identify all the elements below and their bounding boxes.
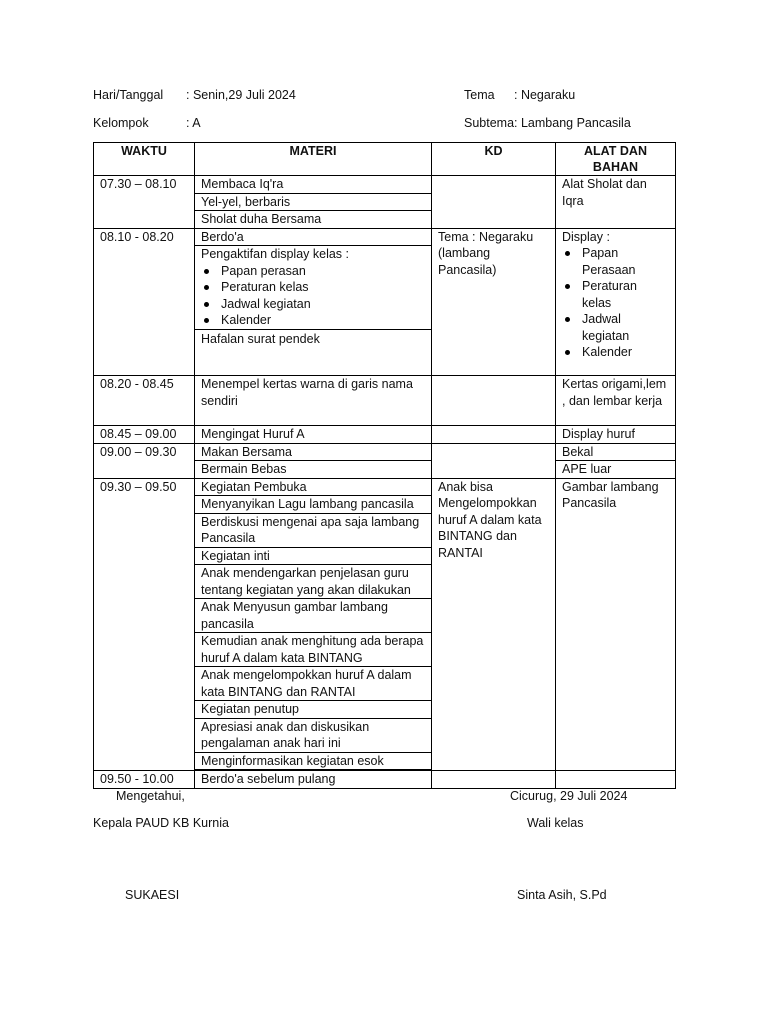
schedule-table xyxy=(93,142,676,789)
waktu-cell: 07.30 – 08.10 xyxy=(94,176,195,229)
list-item: Jadwal kegiatan xyxy=(562,311,669,344)
list-item: Peraturan kelas xyxy=(562,278,669,311)
kegiatan-pembuka-title: Kegiatan Pembuka xyxy=(195,478,432,496)
list-item: Papan perasan xyxy=(201,263,425,280)
materi-cell: Apresiasi anak dan diskusikan pengalaman anak hari ini xyxy=(195,718,432,752)
kd-cell xyxy=(432,426,556,444)
materi-cell: Makan Bersama xyxy=(195,443,432,461)
tema-value: : Negaraku xyxy=(514,88,576,102)
signatory-right: Sinta Asih, S.Pd xyxy=(517,888,607,902)
alat-cell: APE luar xyxy=(556,461,676,479)
kegiatan-penutup-title: Kegiatan penutup xyxy=(195,701,432,719)
kd-cell xyxy=(432,771,556,789)
table-row xyxy=(94,478,676,496)
tema-label: Tema xyxy=(464,88,495,102)
materi-cell: Kemudian anak menghitung ada berapa huruf A dalam kata BINTANG xyxy=(195,633,432,667)
waktu-cell: 08.10 - 08.20 xyxy=(94,228,195,376)
display-kelas-title: Pengaktifan display kelas : xyxy=(201,247,350,261)
alat-display-list xyxy=(562,245,669,361)
list-item: Kalender xyxy=(201,312,425,329)
table-row xyxy=(94,376,676,426)
materi-cell xyxy=(195,246,432,330)
hari-tanggal-label: Hari/Tanggal xyxy=(93,88,164,102)
kd-cell xyxy=(432,176,556,229)
header-kd: KD xyxy=(432,143,556,176)
wali-kelas-label: Wali kelas xyxy=(527,816,584,830)
waktu-cell: 08.20 - 08.45 xyxy=(94,376,195,426)
table-row xyxy=(94,176,676,194)
list-item: Jadwal kegiatan xyxy=(201,296,425,313)
list-item: Papan Perasaan xyxy=(562,245,669,278)
header-alat-bahan: ALAT DAN BAHAN xyxy=(556,143,676,176)
materi-cell: Menyanyikan Lagu lambang pancasila xyxy=(195,496,432,514)
table-row xyxy=(94,443,676,461)
list-item: Peraturan kelas xyxy=(201,279,425,296)
materi-cell: Anak mengelompokkan huruf A dalam kata BINTANG dan RANTAI xyxy=(195,667,432,701)
materi-cell: Bermain Bebas xyxy=(195,461,432,479)
kd-cell xyxy=(432,443,556,478)
alat-cell: Bekal xyxy=(556,443,676,461)
materi-cell: Anak mendengarkan penjelasan guru tentang kegiatan yang akan dilakukan xyxy=(195,565,432,599)
kd-cell xyxy=(432,376,556,426)
materi-cell: Berdo'a sebelum pulang xyxy=(195,771,432,789)
materi-cell: Yel-yel, berbaris xyxy=(195,193,432,211)
table-row xyxy=(94,771,676,789)
hari-tanggal-value: : Senin,29 Juli 2024 xyxy=(186,88,296,102)
kegiatan-inti-title: Kegiatan inti xyxy=(195,547,432,565)
alat-cell: Alat Sholat dan Iqra xyxy=(556,176,676,229)
kepala-paud-label: Kepala PAUD KB Kurnia xyxy=(93,816,229,830)
alat-cell: Display huruf xyxy=(556,426,676,444)
alat-cell: Gambar lambang Pancasila xyxy=(556,478,676,771)
alat-cell xyxy=(556,771,676,789)
mengetahui-label: Mengetahui, xyxy=(116,789,185,803)
display-kelas-list xyxy=(201,263,425,329)
alat-cell: Kertas origami,lem , dan lembar kerja xyxy=(556,376,676,426)
header-materi: MATERI xyxy=(195,143,432,176)
materi-cell: Membaca Iq'ra xyxy=(195,176,432,194)
signatory-left: SUKAESI xyxy=(125,888,180,902)
materi-cell: Berdiskusi mengenai apa saja lambang Pancasila xyxy=(195,513,432,547)
table-row xyxy=(94,426,676,444)
alat-display-title: Display : xyxy=(562,229,610,244)
list-item: Kalender xyxy=(562,344,669,361)
place-date: Cicurug, 29 Juli 2024 xyxy=(510,789,628,803)
kd-cell: Anak bisa Mengelompokkan huruf A dalam kata BINTANG dan RANTAI xyxy=(432,478,556,771)
waktu-cell: 09.30 – 09.50 xyxy=(94,478,195,771)
materi-cell: Berdo'a xyxy=(195,228,432,246)
materi-cell: Sholat duha Bersama xyxy=(195,211,432,229)
kd-cell: Tema : Negaraku (lambang Pancasila) xyxy=(432,228,556,376)
waktu-cell: 08.45 – 09.00 xyxy=(94,426,195,444)
waktu-cell: 09.50 - 10.00 xyxy=(94,771,195,789)
materi-cell: Anak Menyusun gambar lambang pancasila xyxy=(195,599,432,633)
subtema: Subtema: Lambang Pancasila xyxy=(464,116,631,130)
materi-cell: Hafalan surat pendek xyxy=(195,330,432,376)
alat-cell xyxy=(556,228,676,376)
materi-cell: Menempel kertas warna di garis nama sendiri xyxy=(195,376,432,426)
table-header-row xyxy=(94,143,676,176)
materi-cell: Menginformasikan kegiatan esok xyxy=(195,752,432,770)
kelompok-value: : A xyxy=(186,116,201,130)
header-waktu: WAKTU xyxy=(94,143,195,176)
kelompok-label: Kelompok xyxy=(93,116,149,130)
waktu-cell: 09.00 – 09.30 xyxy=(94,443,195,478)
materi-cell: Mengingat Huruf A xyxy=(195,426,432,444)
table-row xyxy=(94,228,676,246)
